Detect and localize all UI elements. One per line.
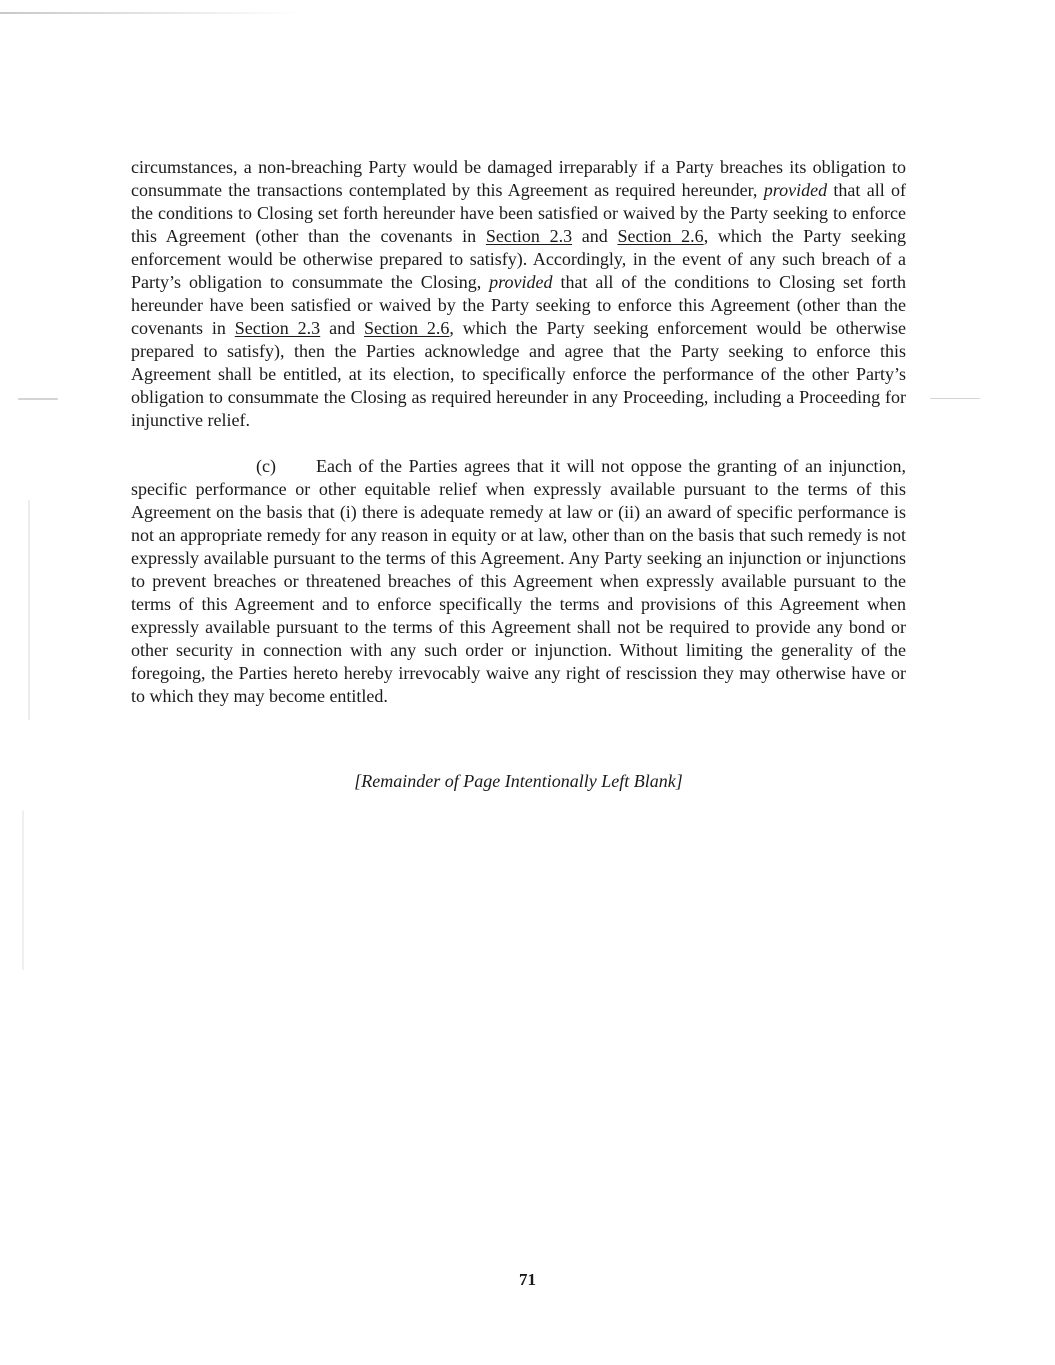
scan-artifact-speck [18, 398, 58, 400]
paragraph-label: (c) [256, 456, 276, 476]
paragraph-c [131, 455, 906, 708]
page-number: 71 [519, 1270, 536, 1289]
section-reference: Section 2.6 [617, 226, 704, 246]
remainder-note: [Remainder of Page Intentionally Left Blank] [354, 771, 683, 791]
paragraph-continuation [131, 156, 906, 432]
section-reference: Section 2.6 [363, 318, 450, 338]
scan-artifact-speck [22, 810, 24, 970]
paragraph-text: Each of the Parties agrees that it will not oppose the granting of an injunction, specific performance or other equitable relief when expressly available pursuant to the terms of this Agreement on the basis that (i) there is adequate remedy at law or (ii) an award of specific performance is not an appropriate remedy for any reason in equity or at law, other than on the basis that such remedy is not expressly available pursuant to the terms of this Agreement. Any Party seeking an injunction or injunctions to prevent breaches or threatened breaches of this Agreement when expressly available pursuant to the terms of this Agreement and to enforce specifically the terms and provisions of this Agreement when expressly available pursuant to the terms of this Agreement shall not be required to provide any bond or other security in connection with any such order or injunction. Without limiting the generality of the foregoing, the Parties hereto hereby irrevocably waive any right of rescission they may otherwise have or to which they may become entitled. [131, 456, 906, 706]
text-run: , which the Party seeking enforcement would be otherwise prepared to satisfy), then the Parties acknowledge and agree that the Party seeking to enforce this Agreement shall be entitled, at its election, to specifically enforce the performance of the other Party’s obligation to consummate the Closing as required hereunder in any Proceeding, including a Proceeding for injunctive relief. [131, 318, 906, 430]
text-run: and [572, 226, 618, 246]
scan-artifact-line [0, 12, 300, 14]
section-reference: Section 2.3 [234, 318, 321, 338]
italic-term: provided [763, 180, 828, 200]
text-run: , which the Party seeking enforcement would be otherwise prepared to satisfy). Accordingly, in the event of any such breach of a Party’s obligation to consummate the Closing, [131, 226, 906, 292]
text-run: and [320, 318, 364, 338]
text-run: circumstances, a non-breaching Party would be damaged irreparably if a Party breaches its obligation to consummate the transactions contemplated by this Agreement as required hereunder, [131, 157, 906, 200]
scan-artifact-speck [28, 500, 30, 720]
scan-artifact-speck [930, 398, 980, 399]
text-run: that all of the conditions to Closing set forth hereunder have been satisfied or waived by the Party seeking to enforce this Agreement (other than the covenants in [131, 272, 906, 338]
italic-term: provided [489, 272, 553, 292]
document-body [131, 156, 906, 708]
section-reference: Section 2.3 [485, 226, 573, 246]
text-run: that all of the conditions to Closing set forth hereunder have been satisfied or waived by the Party seeking to enforce this Agreement (other than the covenants in [131, 180, 907, 246]
